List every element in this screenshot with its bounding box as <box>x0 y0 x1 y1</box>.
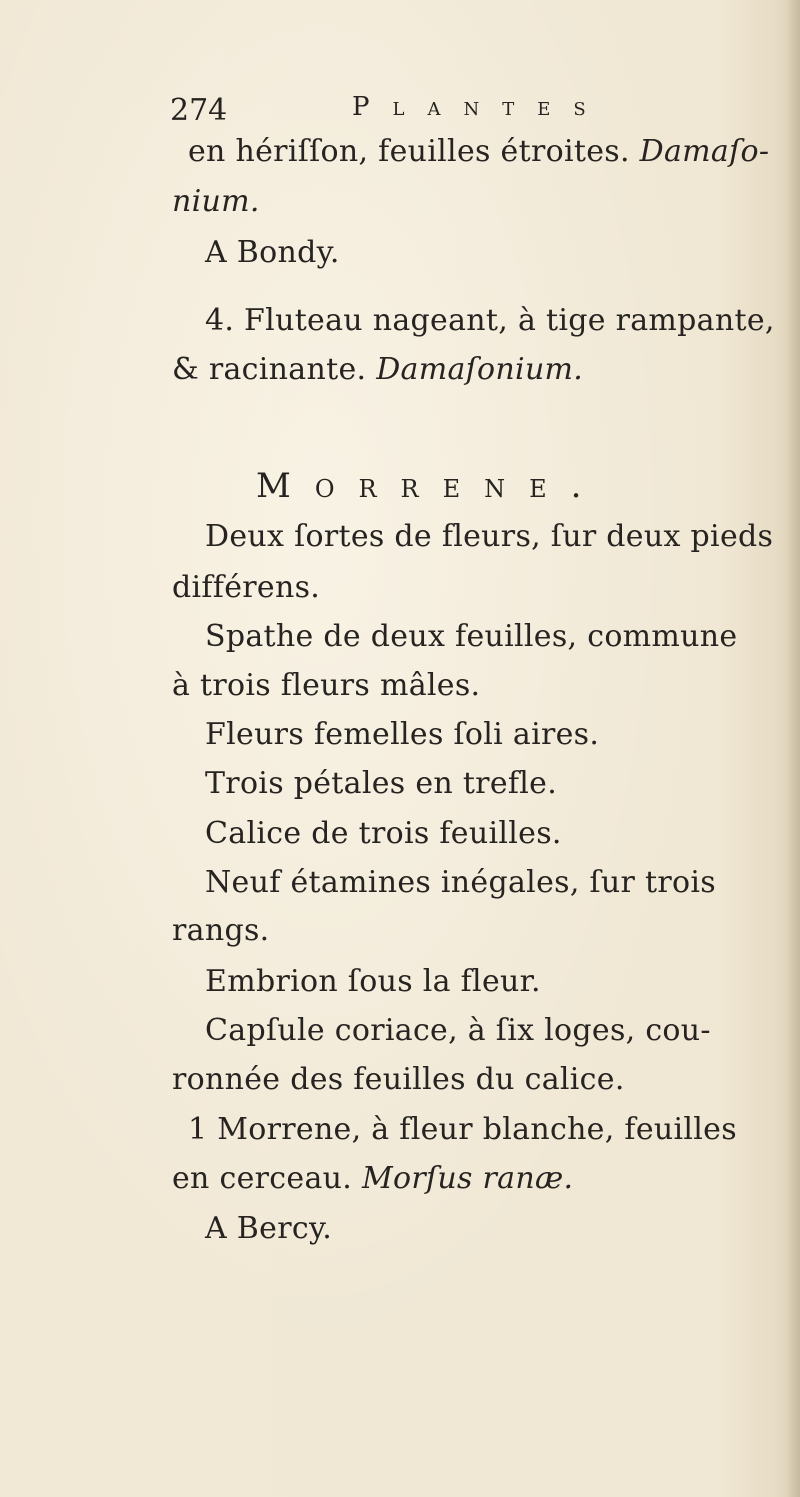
text-line-3: A Bondy. <box>205 235 340 270</box>
text-line-13: Neuf étamines inégales, ſur trois <box>205 865 716 900</box>
text-line-1: en hériſſon, feuilles étroites. Damaſo- <box>188 134 770 169</box>
section-title: Morrene. <box>256 466 606 506</box>
text-line-19: en cerceau. Morſus ranæ. <box>172 1161 574 1196</box>
text-line-18: 1 Morrene, à fleur blanche, feuilles <box>188 1112 737 1147</box>
page-number: 274 <box>170 93 228 128</box>
text-line-12: Calice de trois feuilles. <box>205 816 562 851</box>
text-line-17: ronnée des feuilles du calice. <box>172 1062 625 1097</box>
text-line-16: Capſule coriace, à ſix loges, cou- <box>205 1013 711 1048</box>
text-line-14: rangs. <box>172 913 270 948</box>
text-line-4: 4. Fluteau nageant, à tige rampante, <box>205 303 775 338</box>
page-edge-shadow <box>786 0 800 1497</box>
text-line-5: & racinante. Damaſonium. <box>172 352 584 387</box>
text-line-10: Fleurs femelles ſoli aires. <box>205 717 600 752</box>
text-line-20: A Bercy. <box>205 1211 333 1246</box>
text-line-15: Embrion ſous la fleur. <box>205 964 541 999</box>
text-line-6: Deux ſortes de fleurs, ſur deux pieds <box>205 519 774 554</box>
text-line-11: Trois pétales en trefle. <box>205 766 558 801</box>
text-line-9: à trois fleurs mâles. <box>172 668 481 703</box>
text-line-8: Spathe de deux feuilles, commune <box>205 619 738 654</box>
running-title: Plantes <box>352 92 609 122</box>
text-line-2: nium. <box>172 184 260 219</box>
text-line-7: différens. <box>172 570 321 605</box>
